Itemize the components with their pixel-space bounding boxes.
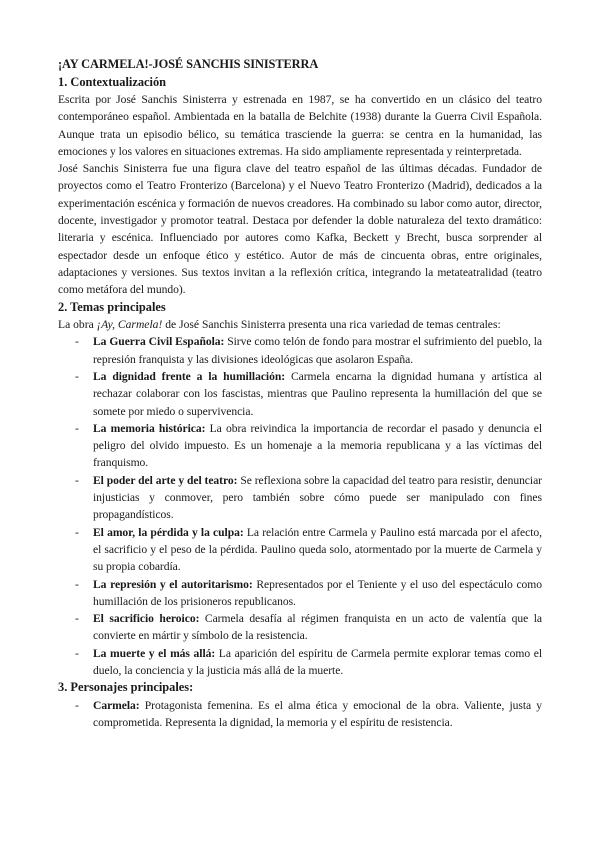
item-term: El amor, la pérdida y la culpa: [93, 525, 244, 539]
dash-bullet: - [75, 421, 79, 435]
list-item [58, 576, 542, 611]
dash-bullet: - [75, 646, 79, 660]
item-term: El sacrificio heroico: [93, 612, 200, 626]
item-text: Carmela encarna la dignidad humana y artística al rechazar colaborar con los fascistas, mientras que Paulino representa la humillación del que se somete por miedo o supervivencia. [93, 369, 543, 418]
item-term: La muerte y el más allá: [93, 646, 216, 660]
list-item [58, 697, 542, 732]
item-term: Carmela: [93, 698, 140, 712]
item-term: El poder del arte y del teatro: [93, 473, 238, 487]
dash-bullet: - [75, 698, 79, 712]
list-item [58, 645, 542, 680]
work-title: ¡Ay, Carmela! [96, 318, 163, 332]
item-text: La aparición del espíritu de Carmela permite explorar temas como el duelo, la conciencia y la justicia más allá de la muerte. [93, 646, 542, 677]
item-term: La Guerra Civil Española: [93, 335, 225, 349]
section-heading-contextualizacion: 1. Contextualización [58, 74, 167, 89]
dash-bullet: - [75, 577, 79, 591]
paragraph: Escrita por José Sanchis Sinisterra y estrenada en 1987, se ha convertido en un clásico del teatro contemporáneo español. Ambientada en la batalla de Belchite (1938) durante la Guerra Civil Española. Aunque trata un episodio bélico, su temática trasciende la guerra: se centra en la humanidad, las emociones y los valores en situaciones extremas. Ha sido ampliamente representada y reinterpretada. [58, 93, 542, 158]
themes-list [58, 333, 542, 679]
dash-bullet: - [75, 612, 79, 626]
themes-intro [58, 316, 542, 333]
list-item [58, 368, 542, 420]
document-title: ¡AY CARMELA!-JOSÉ SANCHIS SINISTERRA [58, 57, 319, 71]
list-item [58, 333, 542, 368]
item-text: Se reflexiona sobre la capacidad del teatro para resistir, denunciar injusticias y conmover, pero también sobre cómo puede ser manipulado con fines propagandísticos. [93, 473, 542, 522]
paragraph: José Sanchis Sinisterra fue una figura clave del teatro español de las últimas décadas. Fundador de proyectos como el Teatro Fronterizo (Barcelona) y el Nuevo Teatro Fronterizo (Madrid), dedicados a la experimentación escénica y formación de nuevos creadores. Ha combinado su labor como autor, director, docente, investigador y promotor teatral. Destaca por defender la doble naturaleza del texto dramático: literaria y escénica. Influenciado por autores como Kafka, Beckett y Brecht, busca sorprender al espectador desde un enfoque ético y estético. Autor de más de cincuenta obras, entre originales, adaptaciones y versiones. Sus textos invitan a la reflexión crítica, integrando la metateatralidad (teatro como metáfora del mundo). [58, 162, 542, 297]
list-item [58, 524, 542, 576]
item-text: Protagonista femenina. Es el alma ética y emocional de la obra. Valiente, justa y comprometida. Representa la dignidad, la memoria y el espíritu de resistencia. [93, 698, 542, 730]
dash-bullet: - [75, 369, 79, 383]
list-item [58, 420, 542, 472]
dash-bullet: - [75, 473, 79, 487]
item-term: La dignidad frente a la humillación: [93, 369, 286, 383]
item-text: La relación entre Carmela y Paulino está marcada por el afecto, el sacrificio y el peso de la pérdida. Paulino queda solo, atormentado por la muerte de Carmela y su propia cobardía. [93, 525, 542, 574]
dash-bullet: - [75, 335, 79, 349]
item-term: La memoria histórica: [93, 421, 206, 435]
item-text: Sirve como telón de fondo para mostrar el sufrimiento del pueblo, la represión franquista y las divisiones ideológicas que asolaron España. [93, 335, 543, 366]
item-text: Carmela desafía al régimen franquista en un acto de valentía que la convierte en mártir y símbolo de la resistencia. [93, 612, 543, 643]
item-text: Representados por el Teniente y el uso del espectáculo como humillación de los prisioneros republicanos. [93, 577, 542, 608]
intro-text: de José Sanchis Sinisterra presenta una rica variedad de temas centrales: [162, 318, 501, 332]
item-term: La represión y el autoritarismo: [93, 577, 253, 591]
section-heading-temas: 2. Temas principales [58, 299, 166, 314]
dash-bullet: - [75, 525, 79, 539]
section-heading-personajes: 3. Personajes principales: [58, 680, 194, 695]
item-text: La obra reivindica la importancia de recordar el pasado y denuncia el peligro del olvido impuesto. Es un homenaje a la memoria republicana y a las víctimas del franquismo. [93, 421, 542, 470]
list-item [58, 610, 542, 645]
intro-text: La obra [58, 318, 97, 332]
list-item [58, 472, 542, 524]
characters-list [58, 697, 542, 732]
